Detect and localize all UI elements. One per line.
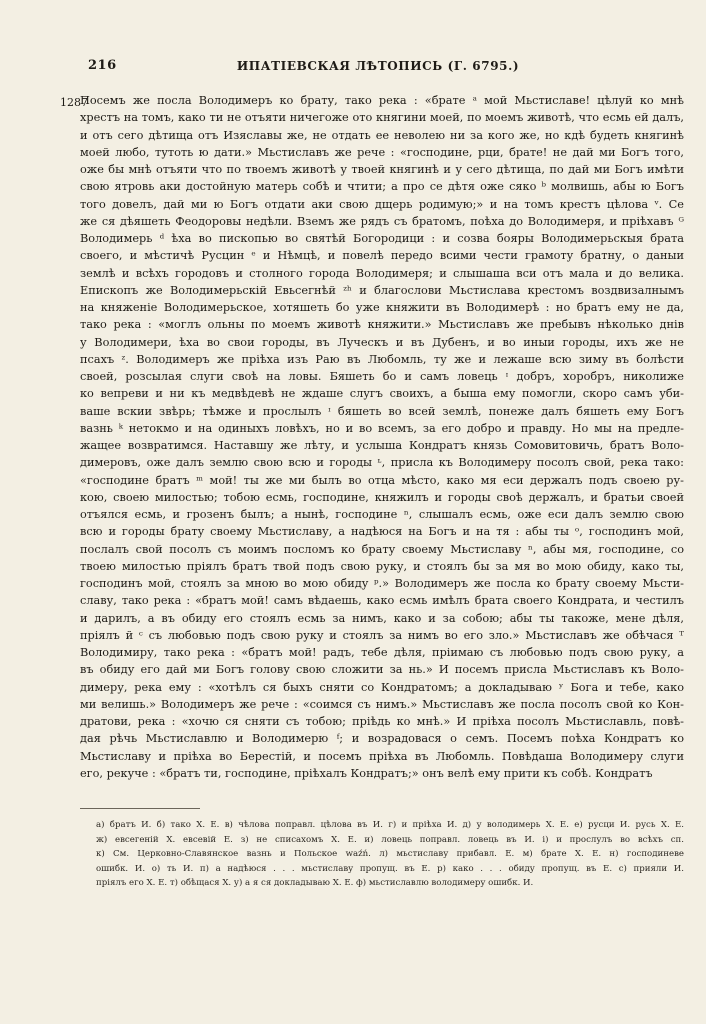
text-line: Володимиру, тако река : «братъ мой! радъ, тебе дѣля, пріимаю съ любовью подъ свою руку, а xyxy=(80,646,684,659)
text-line: у Володимери, ѣха во свои городы, въ Луческъ и въ Дубенъ, и во иныи городы, ихъ же не xyxy=(80,335,684,349)
text-line: землѣ и всѣхъ городовъ и столного города Володимеря; и слышаша вси отъ мала и до велика. xyxy=(80,266,684,280)
text-line: своего, и мѣстичѣ Русцин ᵉ и Нѣмцѣ, и повелѣ передо всими чести грамоту братну, о даныи xyxy=(80,249,684,263)
page-number: 216 xyxy=(88,58,117,73)
footnote-line: а) братъ И. б) тако Х. Е. в) чѣлова поправл. цѣлова въ И. г) и пріѣха И. д) у володимерь Х. Е. е) русци И. русь Х. Е. xyxy=(96,820,684,830)
text-line: псахъ ᶻ. Володимеръ же пріѣха изъ Раю въ Любомль, ту же и лежаше всю зиму въ болѣсти xyxy=(80,352,684,366)
text-line: свою ятровь аки достойную матерь собѣ и чтити; а про се дѣтя оже сяко ᵇ молвишь, абы ю Богъ xyxy=(80,180,684,194)
text-line: вазнь ᵏ нетокмо и на одиныхъ ловѣхъ, но и во всемъ, за его добро и правду. Но мы на предле- xyxy=(80,421,684,435)
text-line: ми велишь.» Володимеръ же рече : «соимся съ нимъ.» Мьстиславъ же посла посолъ свой ко Кон- xyxy=(80,697,684,711)
text-line: ваше вскии звѣрь; тѣмже и прослылъ ᶦ бяшеть во всей землѣ, понеже далъ бяшеть ему Богъ xyxy=(80,404,684,418)
text-line: славу, тако река : «братъ мой! самъ вѣдаешь, како есмь имѣлъ брата своего Кондрата, и честилъ xyxy=(80,594,684,608)
text-line: послалъ свой посолъ съ моимъ посломъ ко брату своему Мьстиславу ⁿ, абы мя, господине, со xyxy=(80,542,684,556)
text-line: на княженіе Володимерьское, хотяшеть бо уже княжити въ Володимерѣ : но братъ ему не да, xyxy=(80,301,684,314)
text-line: оже бы мнѣ отъяти что по твоемъ животѣ у твоей княгинѣ и у сего дѣтища, по дай ми Богъ имѣти xyxy=(80,163,684,176)
footnote-line: к) См. Церковно-Славянское вазнь и Польское waźń. л) мьстиславу прибавл. Е. м) брате Х. Е. н) господиневе xyxy=(96,849,684,860)
text-line: въ обиду его дай ми Богъ голову свою сложити за нь.» И посемъ присла Мьстиславъ къ Воло- xyxy=(80,663,684,677)
text-line: Епископъ же Володимерьскій Евьсегнѣй ᶻʰ и благослови Мьстислава крестомъ воздвизалнымъ xyxy=(80,283,684,297)
text-line: Посемъ же посла Володимеръ ко брату, тако река : «брате ᵃ мой Мьстиславе! цѣлуй ко мнѣ xyxy=(80,94,684,107)
text-line: Мьстиславу и пріѣха во Берестій, и посемъ пріѣха въ Любомль. Повѣдаша Володимеру слуги xyxy=(80,749,684,763)
text-line: кою, своею милостью; тобою есмь, господине, княжилъ и городы своѣ держалъ, и братьи своей xyxy=(80,490,684,504)
text-line: и отъ сего дѣтища отъ Изяславы же, не отдать ее неволею ни за кого же, но кдѣ будеть княгинѣ xyxy=(80,128,684,142)
text-line: Володимерь ᵈ ѣха во пископью во святѣй Богородици : и созва бояры Володимерьскыя брата xyxy=(80,232,684,245)
text-line: отъялся есмь, и грозенъ былъ; а нынѣ, господине ⁿ, слышалъ есмь, оже еси далъ землю свою xyxy=(80,508,684,521)
text-line: дратови, река : «хочю ся сняти съ тобою; пріѣдь ко мнѣ.» И пріѣха посолъ Мьстиславль, повѣ- xyxy=(80,715,684,728)
text-line: того довелъ, дай ми ю Богъ отдати аки свою дщерь родимую;» и на томъ крестъ цѣлова ᵛ. Се xyxy=(80,197,684,211)
text-line: димеровъ, оже далъ землю свою всю и городы ᶫ, присла къ Володимеру посолъ свой, река тако: xyxy=(80,456,684,470)
year-marginal-note: 1287 xyxy=(60,96,88,109)
text-line: дая рѣчь Мьстиславлю и Володимерю ᶠ; и возрадовася о семъ. Посемъ поѣха Кондратъ ко xyxy=(80,732,684,746)
footnote-separator xyxy=(80,808,200,809)
text-line: пріялъ й ᶜ съ любовью подъ свою руку и стоялъ за нимъ во его зло.» Мьстиславъ же обѣчася ᵀ xyxy=(80,628,684,642)
text-line: всю и городы брату своему Мьстиславу, а надѣюся на Богъ и на тя : абы ты ᵒ, господинъ мой, xyxy=(80,525,684,539)
page-header xyxy=(88,58,668,80)
footnote-line: ошибк. И. о) ть И. п) а надѣюся . . . мьстиславу пропущ. въ Е. р) како . . . обиду пропущ. въ Е. с) прияли И. xyxy=(96,863,684,874)
running-title: ИПАТІЕВСКАЯ ЛѢТОПИСЬ (Г. 6795.) xyxy=(236,59,520,73)
chronicle-body-text xyxy=(80,92,684,782)
footnote-line: ж) евсегеній Х. евсевій Е. з) не списахомъ Х. Е. и) ловець поправл. ловець въ И. і) и прослулъ во всѣхъ сп. xyxy=(96,834,684,845)
text-line: ко вепреви и ни къ медвѣдевѣ не ждаше слугъ своихъ, а быша ему помогли, скоро самъ уби- xyxy=(80,387,684,401)
text-line: же ся дѣяшеть Феодоровы недѣли. Вземъ же рядъ съ братомъ, поѣха до Володимеря, и пріѣхавъ ᴳ xyxy=(80,214,684,228)
footnotes xyxy=(96,818,684,891)
text-line: тако река : «моглъ ольны по моемъ животѣ княжити.» Мьстиславъ же пребывъ нѣколько днів xyxy=(80,318,684,332)
text-line: и дарилъ, а въ обиду его стоялъ есмь за нимъ, како и за собою; абы ты такоже, мене дѣля, xyxy=(80,611,684,625)
text-line: твоею милостью пріялъ братъ твой подъ свою руку, и стоялъ бы за мя во мою обиду, како ты, xyxy=(80,559,684,573)
text-line: его, рекуче : «братъ ти, господине, пріѣхалъ Кондратъ;» онъ велѣ ему прити къ собѣ. Кондратъ xyxy=(80,766,653,780)
text-line: «господине братъ ᵐ мой! ты же ми былъ во отца мѣсто, како мя еси держалъ подъ своею ру- xyxy=(80,473,684,487)
text-line: своей, розсылая слуги своѣ на ловы. Бяшеть бо и самъ ловець ᶦ добръ, хоробръ, николиже xyxy=(80,370,684,383)
footnote-line: пріялъ его Х. Е. т) обѣщася Х. у) а я ся докладываю Х. Е. ф) мьстиславлю володимеру ошибк. И. xyxy=(96,878,534,889)
text-line: господинъ мой, стоялъ за мною во мою обиду ᵖ.» Володимеръ же посла ко брату своему Мьсти- xyxy=(80,577,684,590)
text-line: хрестъ на томъ, како ти не отъяти ничегоже ото княгини моей, по моемъ животѣ, что есмь ей далъ, xyxy=(80,111,684,125)
text-line: жащее возвратимся. Наставшу же лѣту, и услыша Кондратъ князь Сомовитовичь, братъ Воло- xyxy=(80,439,684,452)
text-line: моей любо, тутоть ю дати.» Мьстиславъ же рече : «господине, рци, брате! не дай ми Богъ того, xyxy=(80,145,684,159)
text-line: димеру, река ему : «хотѣлъ ся быхъ сняти со Кондратомъ; а докладываю ʸ Бога и тебе, како xyxy=(80,680,684,694)
